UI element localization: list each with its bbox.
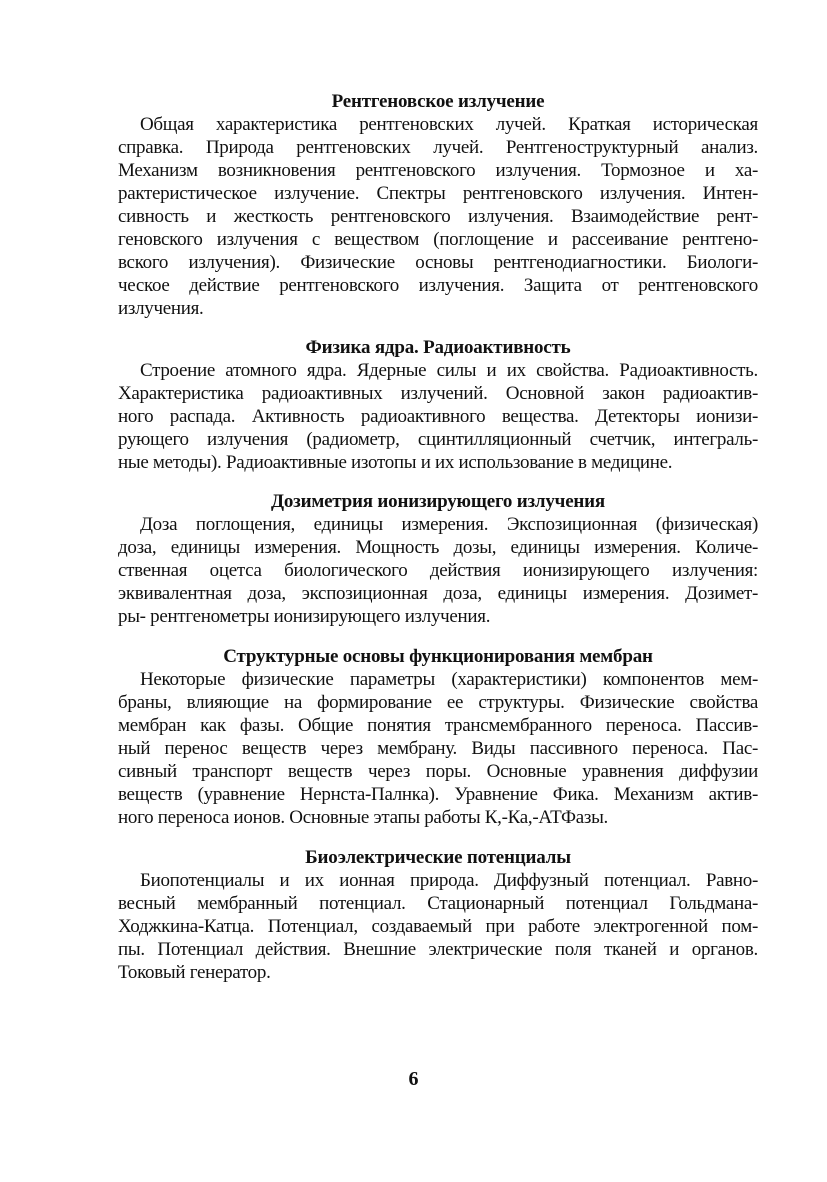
text-line: пы. Потенциал действия. Внешние электрические поля тканей и органов. (118, 939, 758, 960)
section-paragraph (118, 668, 758, 829)
text-line: сивность и жесткость рентгеновского излучения. Взаимодействие рент- (118, 206, 758, 227)
text-line: Доза поглощения, единицы измерения. Экспозиционная (физическая) (140, 514, 758, 535)
section-dosimetry (118, 490, 758, 628)
text-line: весный мембранный потенциал. Стационарный потенциал Гольдмана- (118, 893, 758, 914)
section-paragraph (118, 113, 758, 320)
section-heading: Дозиметрия ионизирующего излучения (270, 491, 606, 512)
text-line: ственная оцетса биологического действия ионизирующего излучения: (118, 560, 758, 581)
text-line: эквивалентная доза, экспозиционная доза, единицы измерения. Дозимет- (118, 583, 758, 604)
section-paragraph (118, 513, 758, 628)
text-line: Строение атомного ядра. Ядерные силы и их свойства. Радиоактивность. (140, 360, 758, 381)
text-line: Некоторые физические параметры (характеристики) компонентов мем- (140, 669, 758, 690)
text-line: сивный транспорт веществ через поры. Основные уравнения диффузии (118, 761, 758, 782)
text-line: ры- рентгенометры ионизирующего излучения. (118, 606, 491, 627)
section-heading: Структурные основы функционирования мембран (223, 646, 653, 667)
section-x-ray (118, 90, 758, 320)
text-line: ного распада. Активность радиоактивного вещества. Детекторы ионизи- (118, 406, 758, 427)
text-line: вского излучения). Физические основы рентгенодиагностики. Биологи- (118, 252, 758, 273)
text-line: справка. Природа рентгеновских лучей. Рентгеноструктурный анализ. (118, 137, 758, 158)
text-line: рактеристическое излучение. Спектры рентгеновского излучения. Интен- (118, 183, 758, 204)
text-line: веществ (уравнение Нернста-Палнка). Уравнение Фика. Механизм актив- (118, 784, 758, 805)
text-line: ные методы). Радиоактивные изотопы и их использование в медицине. (118, 452, 673, 473)
text-line: Механизм возникновения рентгеновского излучения. Тормозное и ха- (118, 160, 758, 181)
text-line: Характеристика радиоактивных излучений. Основной закон радиоактив- (118, 383, 758, 404)
text-line: браны, влияющие на формирование ее структуры. Физические свойства (118, 692, 758, 713)
text-line: Биопотенциалы и их ионная природа. Диффузный потенциал. Равно- (140, 870, 758, 891)
text-line: Токовый генератор. (118, 962, 271, 983)
text-line: излучения. (118, 298, 204, 319)
section-membranes (118, 645, 758, 829)
text-line: геновского излучения с веществом (поглощение и рассеивание рентгено- (118, 229, 758, 250)
text-line: Ходжкина-Катца. Потенциал, создаваемый при работе электрогенной пом- (118, 916, 758, 937)
text-line: Общая характеристика рентгеновских лучей. Краткая историческая (140, 114, 758, 135)
section-nuclear-physics (118, 336, 758, 474)
section-bioelectric (118, 846, 758, 984)
section-heading: Биоэлектрические потенциалы (305, 847, 571, 868)
text-line: ческое действие рентгеновского излучения. Защита от рентгеновского (118, 275, 758, 296)
page-number: 6 (408, 1068, 419, 1090)
section-paragraph (118, 359, 758, 474)
section-paragraph (118, 869, 758, 984)
text-line: мембран как фазы. Общие понятия трансмембранного переноса. Пассив- (118, 715, 758, 736)
text-line: рующего излучения (радиометр, сцинтилляционный счетчик, интеграль- (118, 429, 758, 450)
section-heading: Рентгеновское излучение (331, 91, 545, 112)
text-line: ный перенос веществ через мембрану. Виды пассивного переноса. Пас- (118, 738, 758, 759)
text-line: ного переноса ионов. Основные этапы работы К,-Ка,-АТФазы. (118, 807, 608, 828)
section-heading: Физика ядра. Радиоактивность (305, 337, 571, 358)
text-line: доза, единицы измерения. Мощность дозы, единицы измерения. Количе- (118, 537, 758, 558)
